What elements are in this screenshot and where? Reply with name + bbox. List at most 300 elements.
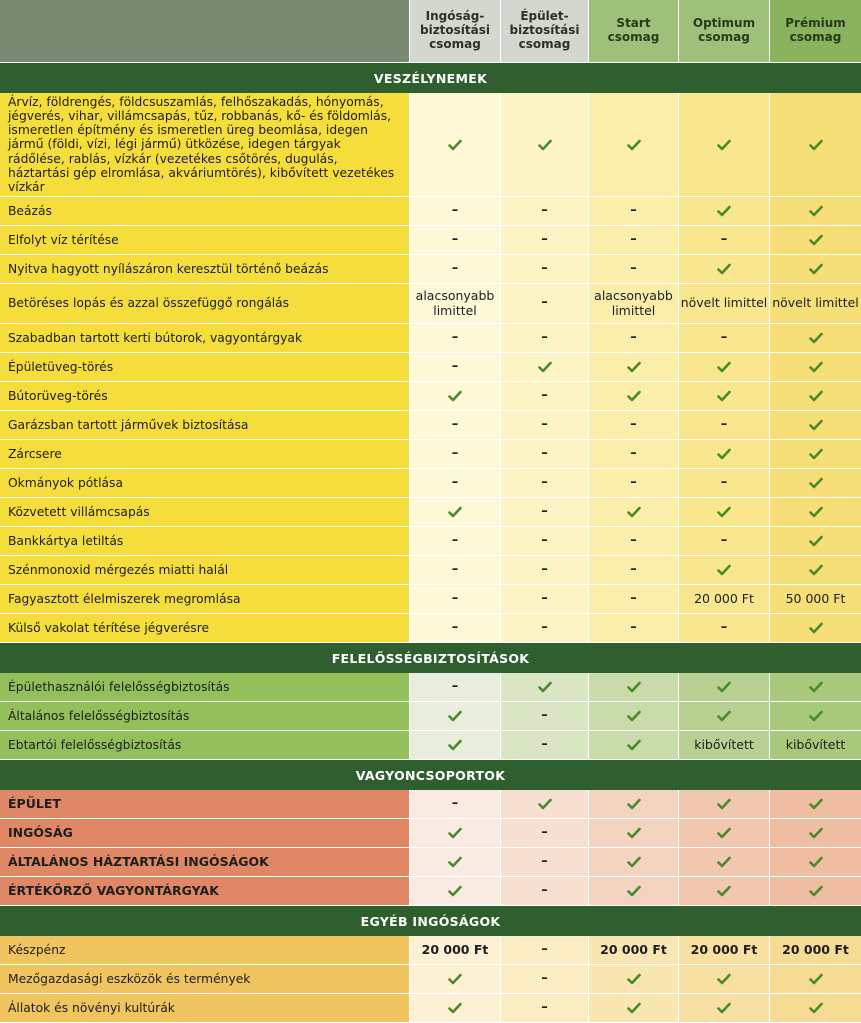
value-cell <box>589 498 679 526</box>
check-icon <box>717 263 731 275</box>
value-cell <box>501 994 589 1022</box>
dash-value: – <box>720 416 728 432</box>
value-cell <box>679 790 770 818</box>
value-cell <box>679 382 770 410</box>
check-icon <box>809 973 823 985</box>
value-cell <box>589 284 679 323</box>
table-row <box>0 324 861 353</box>
row-label: Bútorüveg-törés <box>0 382 410 410</box>
dash-value: – <box>720 329 728 345</box>
dash-value: – <box>541 387 548 403</box>
dash-value: – <box>451 202 459 218</box>
check-icon <box>627 390 641 402</box>
dash-value: – <box>541 561 548 577</box>
value-cell <box>501 440 589 468</box>
value-cell <box>589 585 679 613</box>
check-icon <box>717 448 731 460</box>
table-row <box>0 965 861 994</box>
value-cell <box>410 226 501 254</box>
check-icon <box>809 361 823 373</box>
check-icon <box>627 139 641 151</box>
dash-value: – <box>451 795 459 811</box>
value-cell <box>501 819 589 847</box>
check-icon <box>627 798 641 810</box>
value-cell <box>770 790 861 818</box>
value-cell <box>410 790 501 818</box>
value-cell <box>589 848 679 876</box>
value-cell <box>501 936 589 964</box>
value-cell <box>679 965 770 993</box>
value-cell <box>679 731 770 759</box>
row-label: Általános felelősségbiztosítás <box>0 702 410 730</box>
dash-value: – <box>541 202 548 218</box>
check-icon <box>627 885 641 897</box>
value-cell <box>501 411 589 439</box>
value-cell <box>410 556 501 584</box>
table-row <box>0 353 861 382</box>
dash-value: – <box>630 561 637 577</box>
check-icon <box>717 856 731 868</box>
value-cell <box>410 498 501 526</box>
table-row <box>0 284 861 324</box>
dash-value: – <box>451 329 459 345</box>
check-icon <box>717 885 731 897</box>
value-cell <box>679 936 770 964</box>
value-cell <box>410 731 501 759</box>
value-cell <box>770 197 861 225</box>
dash-value: – <box>541 295 548 311</box>
value-cell <box>410 994 501 1022</box>
table-row <box>0 936 861 965</box>
value-cell <box>770 440 861 468</box>
value-cell <box>501 226 589 254</box>
header-epulet: Épület-biztosítási csomag <box>501 0 589 62</box>
value-cell <box>410 585 501 613</box>
check-icon <box>809 885 823 897</box>
value-cell <box>589 819 679 847</box>
value-cell <box>770 702 861 730</box>
row-label: Beázás <box>0 197 410 225</box>
value-cell <box>501 673 589 701</box>
value-cell <box>410 469 501 497</box>
check-icon <box>627 856 641 868</box>
check-icon <box>809 622 823 634</box>
dash-value: – <box>541 736 548 752</box>
row-label: Közvetett villámcsapás <box>0 498 410 526</box>
value-cell <box>501 469 589 497</box>
value-text: kibővített <box>785 736 846 752</box>
value-cell <box>679 702 770 730</box>
row-label: Fagyasztott élelmiszerek megromlása <box>0 585 410 613</box>
check-icon <box>809 477 823 489</box>
row-label: Ebtartói felelősségbiztosítás <box>0 731 410 759</box>
value-cell <box>679 585 770 613</box>
check-icon <box>627 739 641 751</box>
value-cell <box>410 936 501 964</box>
row-label: ÉRTÉKŐRZŐ VAGYONTÁRGYAK <box>0 877 410 905</box>
value-cell <box>770 93 861 196</box>
value-cell <box>501 614 589 642</box>
row-label: Épülethasználói felelősségbiztosítás <box>0 673 410 701</box>
table-row <box>0 93 861 197</box>
value-cell <box>589 994 679 1022</box>
dash-value: – <box>630 202 637 218</box>
check-icon <box>717 710 731 722</box>
row-label: Árvíz, földrengés, földcsuszamlás, felhőszakadás, hónyomás, jégverés, vihar, villámcsapás, tűz, robbanás, kő- és földomlás, ismeretlen építmény és ismeretlen üreg beomlása, idegen jármű (földi, vízi, légi jármű) ütközése, idegen tárgyak rádőlése, rablás, vízkár (vezetékes csőtörés, dugulás, háztartási gép elromlása, akváriumtörés), kibővített vezetékes vízkár <box>0 93 410 196</box>
table-row <box>0 819 861 848</box>
value-cell <box>770 731 861 759</box>
section-title: VAGYONCSOPORTOK <box>0 760 861 790</box>
value-cell <box>589 324 679 352</box>
value-cell <box>501 255 589 283</box>
dash-value: – <box>541 999 548 1015</box>
value-cell <box>679 226 770 254</box>
check-icon <box>809 263 823 275</box>
dash-value: – <box>630 416 637 432</box>
value-cell <box>770 585 861 613</box>
dash-value: – <box>451 678 459 694</box>
table-header <box>0 0 861 63</box>
value-cell <box>410 255 501 283</box>
check-icon <box>717 139 731 151</box>
value-cell <box>679 819 770 847</box>
value-cell <box>770 819 861 847</box>
value-cell <box>770 498 861 526</box>
dash-value: – <box>630 329 637 345</box>
check-icon <box>448 390 462 402</box>
value-cell <box>589 353 679 381</box>
value-cell <box>410 411 501 439</box>
value-cell <box>679 255 770 283</box>
check-icon <box>717 564 731 576</box>
value-cell <box>410 284 501 323</box>
value-cell <box>410 965 501 993</box>
value-cell <box>679 324 770 352</box>
value-cell <box>770 324 861 352</box>
value-cell <box>679 284 770 323</box>
value-cell <box>679 197 770 225</box>
dash-value: – <box>630 474 637 490</box>
value-cell <box>589 197 679 225</box>
value-cell <box>679 411 770 439</box>
value-cell <box>589 702 679 730</box>
value-cell <box>770 965 861 993</box>
value-cell <box>770 353 861 381</box>
value-cell <box>679 994 770 1022</box>
check-icon <box>448 973 462 985</box>
header-blank <box>0 0 410 62</box>
value-text: alacsonyabb limittel <box>594 288 673 318</box>
dash-value: – <box>541 824 548 840</box>
check-icon <box>717 506 731 518</box>
value-cell <box>501 790 589 818</box>
value-cell <box>501 498 589 526</box>
value-cell <box>679 614 770 642</box>
table-row <box>0 790 861 819</box>
section-title: FELELŐSSÉGBIZTOSÍTÁSOK <box>0 643 861 673</box>
check-icon <box>627 361 641 373</box>
value-cell <box>679 498 770 526</box>
dash-value: – <box>630 260 637 276</box>
value-cell <box>770 614 861 642</box>
value-text: növelt limittel <box>772 295 859 311</box>
section-title: VESZÉLYNEMEK <box>0 63 861 93</box>
check-icon <box>809 681 823 693</box>
header-ingosag: Ingóság-biztosítási csomag <box>410 0 501 62</box>
header-start: Start csomag <box>589 0 679 62</box>
table-row <box>0 527 861 556</box>
table-row <box>0 411 861 440</box>
value-cell <box>589 673 679 701</box>
value-cell <box>410 819 501 847</box>
dash-value: – <box>541 445 548 461</box>
value-text: 20 000 Ft <box>421 941 489 957</box>
check-icon <box>627 1002 641 1014</box>
check-icon <box>809 506 823 518</box>
dash-value: – <box>630 445 637 461</box>
row-label: Elfolyt víz térítése <box>0 226 410 254</box>
table-row <box>0 440 861 469</box>
table-row <box>0 226 861 255</box>
dash-value: – <box>451 474 459 490</box>
value-text: alacsonyabb limittel <box>415 288 495 318</box>
dash-value: – <box>541 503 548 519</box>
check-icon <box>717 973 731 985</box>
value-cell <box>589 936 679 964</box>
check-icon <box>627 681 641 693</box>
dash-value: – <box>541 532 548 548</box>
dash-value: – <box>451 532 459 548</box>
value-cell <box>410 440 501 468</box>
check-icon <box>717 361 731 373</box>
header-premium: Prémium csomag <box>770 0 861 62</box>
row-label: Készpénz <box>0 936 410 964</box>
value-cell <box>770 255 861 283</box>
value-cell <box>410 93 501 196</box>
value-cell <box>770 877 861 905</box>
value-cell <box>501 731 589 759</box>
section-title: EGYÉB INGÓSÁGOK <box>0 906 861 936</box>
table-row <box>0 556 861 585</box>
check-icon <box>809 448 823 460</box>
dash-value: – <box>720 231 728 247</box>
table-row <box>0 255 861 284</box>
value-cell <box>501 848 589 876</box>
check-icon <box>627 827 641 839</box>
check-icon <box>809 1002 823 1014</box>
dash-value: – <box>720 532 728 548</box>
value-cell <box>501 197 589 225</box>
check-icon <box>809 419 823 431</box>
value-cell <box>589 411 679 439</box>
check-icon <box>809 205 823 217</box>
value-cell <box>589 226 679 254</box>
check-icon <box>627 506 641 518</box>
dash-value: – <box>630 231 637 247</box>
row-label: ÉPÜLET <box>0 790 410 818</box>
row-label: Betöréses lopás és azzal összefüggő rongálás <box>0 284 410 323</box>
dash-value: – <box>541 707 548 723</box>
dash-value: – <box>630 590 637 606</box>
value-cell <box>679 673 770 701</box>
value-cell <box>410 848 501 876</box>
dash-value: – <box>451 619 459 635</box>
dash-value: – <box>451 416 459 432</box>
value-cell <box>589 440 679 468</box>
value-cell <box>589 556 679 584</box>
dash-value: – <box>451 260 459 276</box>
value-cell <box>770 382 861 410</box>
value-cell <box>501 585 589 613</box>
table-row <box>0 731 861 760</box>
value-cell <box>679 877 770 905</box>
check-icon <box>448 856 462 868</box>
check-icon <box>717 681 731 693</box>
check-icon <box>809 827 823 839</box>
value-cell <box>770 226 861 254</box>
table-row <box>0 673 861 702</box>
check-icon <box>809 139 823 151</box>
value-cell <box>679 93 770 196</box>
check-icon <box>448 739 462 751</box>
value-cell <box>589 877 679 905</box>
value-cell <box>410 702 501 730</box>
value-cell <box>410 324 501 352</box>
check-icon <box>538 361 552 373</box>
value-cell <box>679 527 770 555</box>
table-row <box>0 469 861 498</box>
value-cell <box>410 527 501 555</box>
dash-value: – <box>541 474 548 490</box>
value-text: 20 000 Ft <box>694 590 754 606</box>
check-icon <box>448 885 462 897</box>
dash-value: – <box>541 231 548 247</box>
dash-value: – <box>541 329 548 345</box>
value-text: 20 000 Ft <box>782 941 849 957</box>
check-icon <box>809 332 823 344</box>
table-body <box>0 63 861 1023</box>
check-icon <box>448 1002 462 1014</box>
row-label: Garázsban tartott járművek biztosítása <box>0 411 410 439</box>
dash-value: – <box>630 532 637 548</box>
check-icon <box>538 139 552 151</box>
dash-value: – <box>451 231 459 247</box>
check-icon <box>448 827 462 839</box>
dash-value: – <box>541 853 548 869</box>
value-cell <box>770 556 861 584</box>
check-icon <box>809 564 823 576</box>
value-cell <box>589 93 679 196</box>
value-cell <box>501 93 589 196</box>
value-cell <box>770 994 861 1022</box>
value-cell <box>410 197 501 225</box>
dash-value: – <box>630 619 637 635</box>
row-label: Mezőgazdasági eszközök és termények <box>0 965 410 993</box>
check-icon <box>717 205 731 217</box>
value-cell <box>589 382 679 410</box>
row-label: INGÓSÁG <box>0 819 410 847</box>
check-icon <box>448 139 462 151</box>
row-label: Okmányok pótlása <box>0 469 410 497</box>
value-cell <box>501 324 589 352</box>
value-cell <box>679 440 770 468</box>
check-icon <box>809 390 823 402</box>
value-cell <box>589 965 679 993</box>
value-cell <box>589 731 679 759</box>
value-text: 20 000 Ft <box>690 941 758 957</box>
value-cell <box>770 411 861 439</box>
value-text: 50 000 Ft <box>785 590 846 606</box>
value-cell <box>589 614 679 642</box>
check-icon <box>809 234 823 246</box>
value-cell <box>770 936 861 964</box>
value-cell <box>589 255 679 283</box>
row-label: Állatok és növényi kultúrák <box>0 994 410 1022</box>
table-row <box>0 848 861 877</box>
row-label: Külső vakolat térítése jégverésre <box>0 614 410 642</box>
value-text: kibővített <box>694 736 754 752</box>
check-icon <box>448 506 462 518</box>
check-icon <box>627 973 641 985</box>
value-cell <box>501 284 589 323</box>
table-row <box>0 498 861 527</box>
value-cell <box>501 965 589 993</box>
header-optimum: Optimum csomag <box>679 0 770 62</box>
dash-value: – <box>541 260 548 276</box>
row-label: ÁLTALÁNOS HÁZTARTÁSI INGÓSÁGOK <box>0 848 410 876</box>
row-label: Szabadban tartott kerti bútorok, vagyontárgyak <box>0 324 410 352</box>
dash-value: – <box>541 619 548 635</box>
check-icon <box>717 827 731 839</box>
value-cell <box>410 353 501 381</box>
check-icon <box>809 710 823 722</box>
table-row <box>0 702 861 731</box>
value-cell <box>679 848 770 876</box>
value-cell <box>501 556 589 584</box>
value-cell <box>770 527 861 555</box>
table-row <box>0 197 861 226</box>
value-cell <box>501 353 589 381</box>
value-cell <box>589 790 679 818</box>
table-row <box>0 614 861 643</box>
dash-value: – <box>720 619 728 635</box>
value-cell <box>410 673 501 701</box>
value-text: 20 000 Ft <box>600 941 667 957</box>
value-cell <box>770 469 861 497</box>
value-cell <box>410 877 501 905</box>
check-icon <box>448 710 462 722</box>
value-text: növelt limittel <box>680 295 768 311</box>
value-cell <box>770 284 861 323</box>
row-label: Szénmonoxid mérgezés miatti halál <box>0 556 410 584</box>
row-label: Nyitva hagyott nyílászáron keresztül történő beázás <box>0 255 410 283</box>
dash-value: – <box>451 358 459 374</box>
value-cell <box>679 469 770 497</box>
check-icon <box>809 535 823 547</box>
value-cell <box>589 527 679 555</box>
check-icon <box>538 681 552 693</box>
dash-value: – <box>541 970 548 986</box>
table-row <box>0 585 861 614</box>
value-cell <box>410 614 501 642</box>
check-icon <box>538 798 552 810</box>
value-cell <box>501 527 589 555</box>
dash-value: – <box>541 590 548 606</box>
value-cell <box>679 556 770 584</box>
value-cell <box>770 673 861 701</box>
dash-value: – <box>541 416 548 432</box>
value-cell <box>501 702 589 730</box>
